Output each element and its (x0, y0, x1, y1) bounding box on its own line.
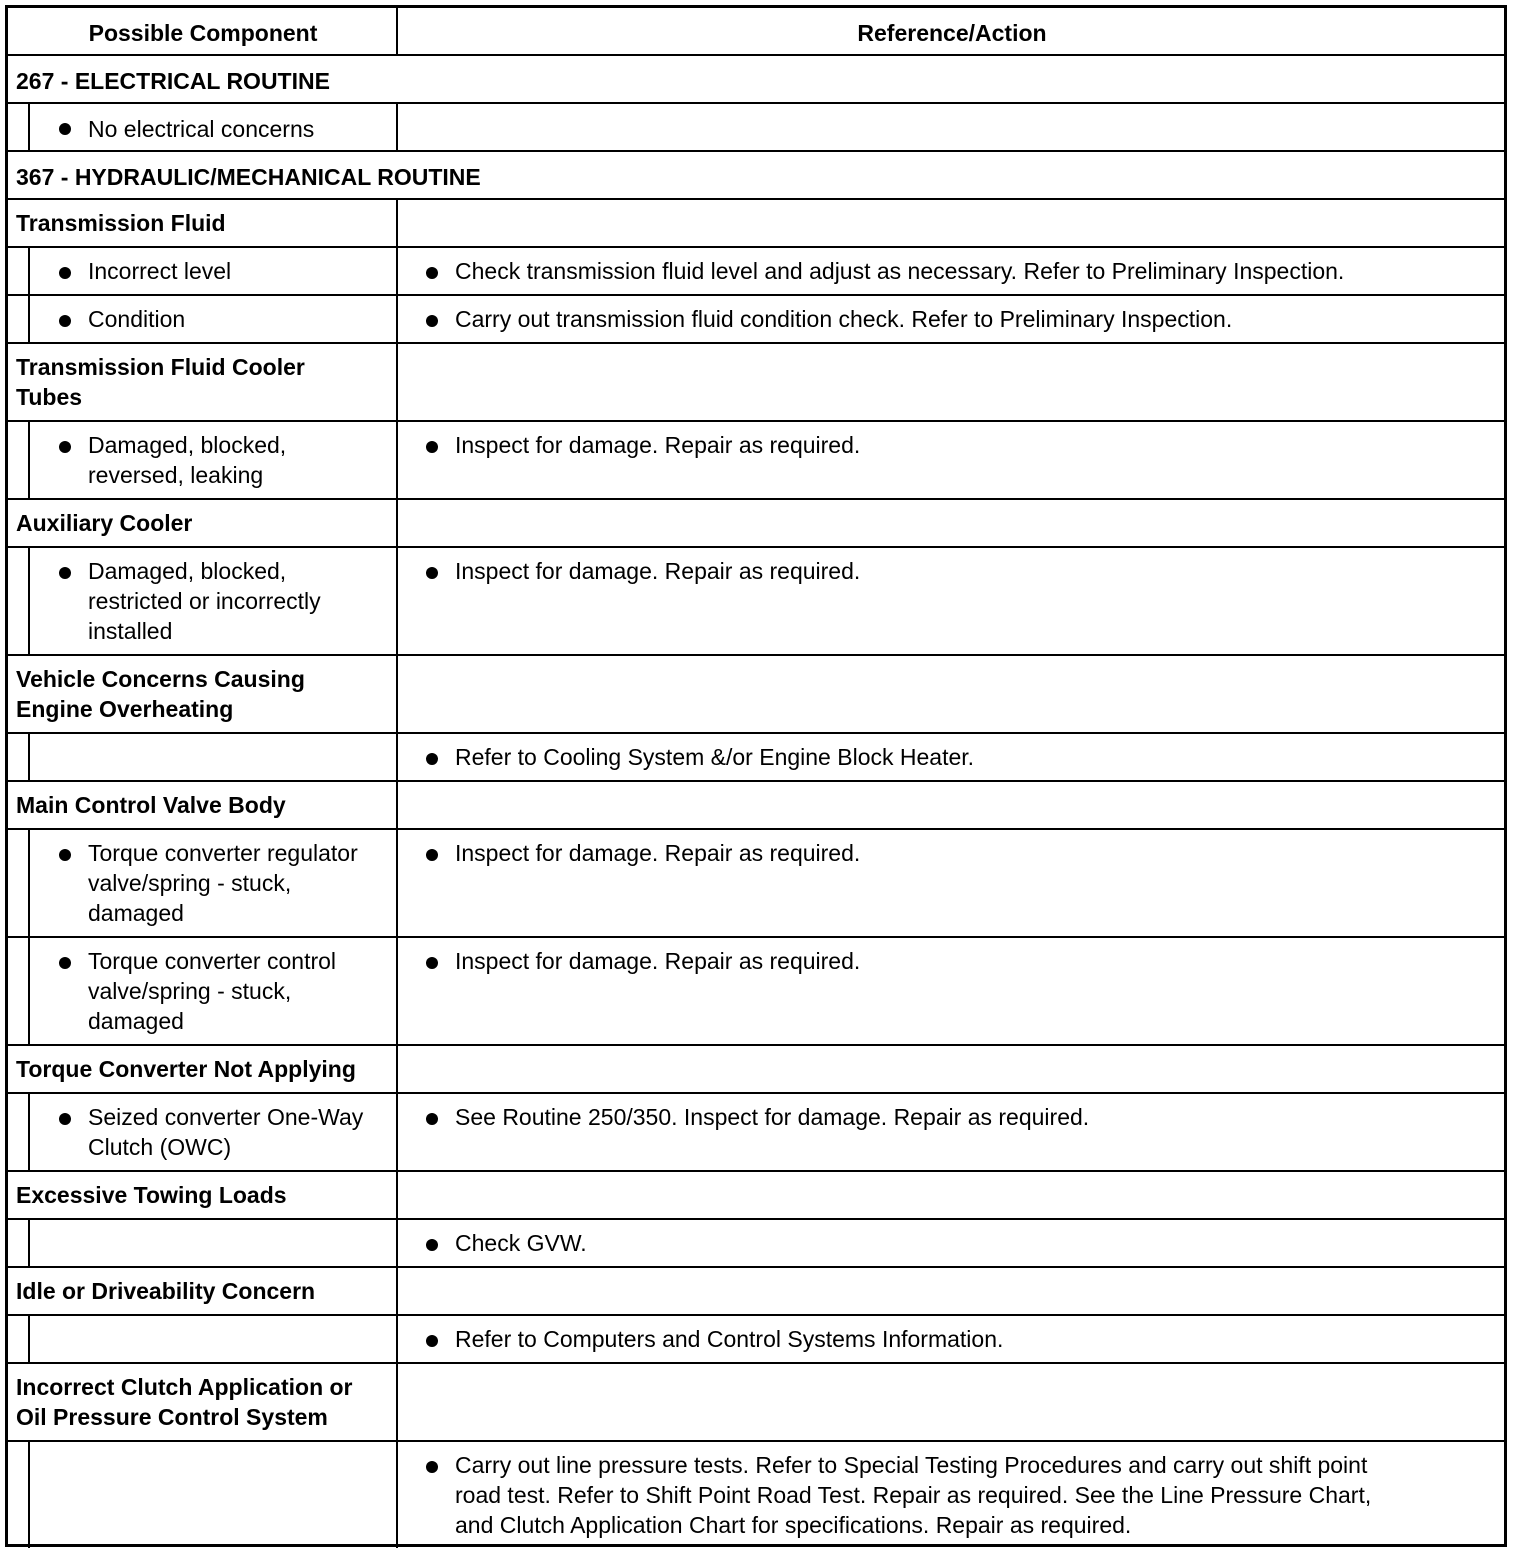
action-text: Carry out transmission fluid condition check. Refer to Preliminary Inspection. (455, 306, 1233, 332)
column-divider (396, 828, 398, 936)
section-title-line: Excessive Towing Loads (16, 1182, 287, 1208)
bullet-icon (426, 1461, 438, 1473)
row-divider (8, 1440, 1504, 1442)
column-divider (396, 936, 398, 1044)
indent-divider (28, 936, 30, 1044)
bullet-icon (59, 957, 71, 969)
action-text: Inspect for damage. Repair as required. (455, 558, 861, 584)
action-text: Carry out line pressure tests. Refer to Special Testing Procedures and carry out shift point (455, 1452, 1368, 1478)
row-divider (8, 936, 1504, 938)
section-title-line: Idle or Driveability Concern (16, 1278, 316, 1304)
electrical-item: No electrical concerns (88, 116, 315, 142)
indent-divider (28, 1314, 30, 1362)
section-title-line: Transmission Fluid (16, 210, 226, 236)
column-divider (396, 1218, 398, 1266)
action-text: Inspect for damage. Repair as required. (455, 432, 861, 458)
action-text: Check GVW. (455, 1230, 587, 1256)
component-text: installed (88, 618, 173, 644)
section-title-line: Engine Overheating (16, 696, 234, 722)
component-text: damaged (88, 900, 184, 926)
indent-divider (28, 420, 30, 498)
column-divider (396, 1092, 398, 1170)
column-divider (396, 294, 398, 342)
row-divider (8, 828, 1504, 830)
routine-hydraulic-title: 367 - HYDRAULIC/MECHANICAL ROUTINE (16, 164, 481, 190)
row-divider (8, 1218, 1504, 1220)
section-title-line: Oil Pressure Control System (16, 1404, 328, 1430)
section-title-line: Incorrect Clutch Application or (16, 1374, 353, 1400)
row-divider (8, 498, 1504, 500)
row-divider (8, 420, 1504, 422)
indent-divider (28, 1218, 30, 1266)
bullet-icon (426, 267, 438, 279)
component-text: Torque converter regulator (88, 840, 358, 866)
component-text: reversed, leaking (88, 462, 264, 488)
bullet-icon (59, 441, 71, 453)
column-divider (396, 654, 398, 732)
component-text: Clutch (OWC) (88, 1134, 232, 1160)
column-divider (396, 1362, 398, 1440)
row-divider (8, 1266, 1504, 1268)
bullet-icon (59, 1113, 71, 1125)
component-text: Torque converter control (88, 948, 337, 974)
row-divider (8, 546, 1504, 548)
row-divider (8, 294, 1504, 296)
indent-divider (28, 732, 30, 780)
section-title-line: Auxiliary Cooler (16, 510, 193, 536)
column-divider (396, 1170, 398, 1218)
component-text: Damaged, blocked, (88, 432, 287, 458)
section-title-line: Torque Converter Not Applying (16, 1056, 356, 1082)
indent-divider (28, 828, 30, 936)
bullet-icon (426, 849, 438, 861)
action-text: See Routine 250/350. Inspect for damage. Repair as required. (455, 1104, 1090, 1130)
row-divider (8, 1362, 1504, 1364)
column-divider (396, 498, 398, 546)
row-divider (8, 54, 1504, 56)
indent-divider (28, 102, 30, 150)
column-divider (396, 198, 398, 246)
component-text: valve/spring - stuck, (88, 870, 292, 896)
bullet-icon (426, 315, 438, 327)
section-title-line: Vehicle Concerns Causing (16, 666, 305, 692)
row-divider (8, 732, 1504, 734)
bullet-icon (59, 123, 71, 135)
column-divider (396, 1266, 398, 1314)
column-divider (396, 102, 398, 150)
action-text: and Clutch Application Chart for specifications. Repair as required. (455, 1512, 1132, 1538)
action-text: road test. Refer to Shift Point Road Test. Repair as required. See the Line Pressure Chart, (455, 1482, 1372, 1508)
component-text: Damaged, blocked, (88, 558, 287, 584)
bullet-icon (59, 849, 71, 861)
bullet-icon (426, 1335, 438, 1347)
component-text: Seized converter One-Way (88, 1104, 364, 1130)
component-text: valve/spring - stuck, (88, 978, 292, 1004)
action-text: Refer to Cooling System &/or Engine Block Heater. (455, 744, 975, 770)
bullet-icon (59, 567, 71, 579)
row-divider (8, 780, 1504, 782)
column-divider (396, 780, 398, 828)
row-divider (8, 198, 1504, 200)
bullet-icon (426, 1239, 438, 1251)
column-divider (396, 420, 398, 498)
component-text: Incorrect level (88, 258, 232, 284)
header-possible-component: Possible Component (88, 20, 318, 46)
bullet-icon (426, 957, 438, 969)
column-divider (396, 1440, 398, 1548)
bullet-icon (426, 441, 438, 453)
bullet-icon (426, 567, 438, 579)
column-divider (396, 546, 398, 654)
row-divider (8, 246, 1504, 248)
bullet-icon (59, 315, 71, 327)
bullet-icon (426, 753, 438, 765)
row-divider (8, 1044, 1504, 1046)
indent-divider (28, 1440, 30, 1548)
section-title-line: Transmission Fluid Cooler (16, 354, 305, 380)
column-divider (396, 246, 398, 294)
column-divider (396, 732, 398, 780)
indent-divider (28, 246, 30, 294)
action-text: Refer to Computers and Control Systems Information. (455, 1326, 1004, 1352)
row-divider (8, 102, 1504, 104)
column-divider (396, 1314, 398, 1362)
section-title-line: Tubes (16, 384, 83, 410)
action-text: Inspect for damage. Repair as required. (455, 948, 861, 974)
row-divider (8, 1314, 1504, 1316)
routine-electrical-title: 267 - ELECTRICAL ROUTINE (16, 68, 330, 94)
header-reference-action: Reference/Action (857, 20, 1047, 46)
component-text: damaged (88, 1008, 184, 1034)
row-divider (8, 150, 1504, 152)
indent-divider (28, 294, 30, 342)
indent-divider (28, 1092, 30, 1170)
bullet-icon (59, 267, 71, 279)
column-divider (396, 342, 398, 420)
component-text: Condition (88, 306, 186, 332)
component-text: restricted or incorrectly (88, 588, 321, 614)
action-text: Check transmission fluid level and adjust as necessary. Refer to Preliminary Inspection. (455, 258, 1345, 284)
indent-divider (28, 546, 30, 654)
row-divider (8, 1092, 1504, 1094)
action-text: Inspect for damage. Repair as required. (455, 840, 861, 866)
column-divider (396, 8, 398, 54)
row-divider (8, 654, 1504, 656)
row-divider (8, 1170, 1504, 1172)
diagnostic-table (5, 5, 1507, 1547)
row-divider (8, 342, 1504, 344)
bullet-icon (426, 1113, 438, 1125)
section-title-line: Main Control Valve Body (16, 792, 286, 818)
column-divider (396, 1044, 398, 1092)
